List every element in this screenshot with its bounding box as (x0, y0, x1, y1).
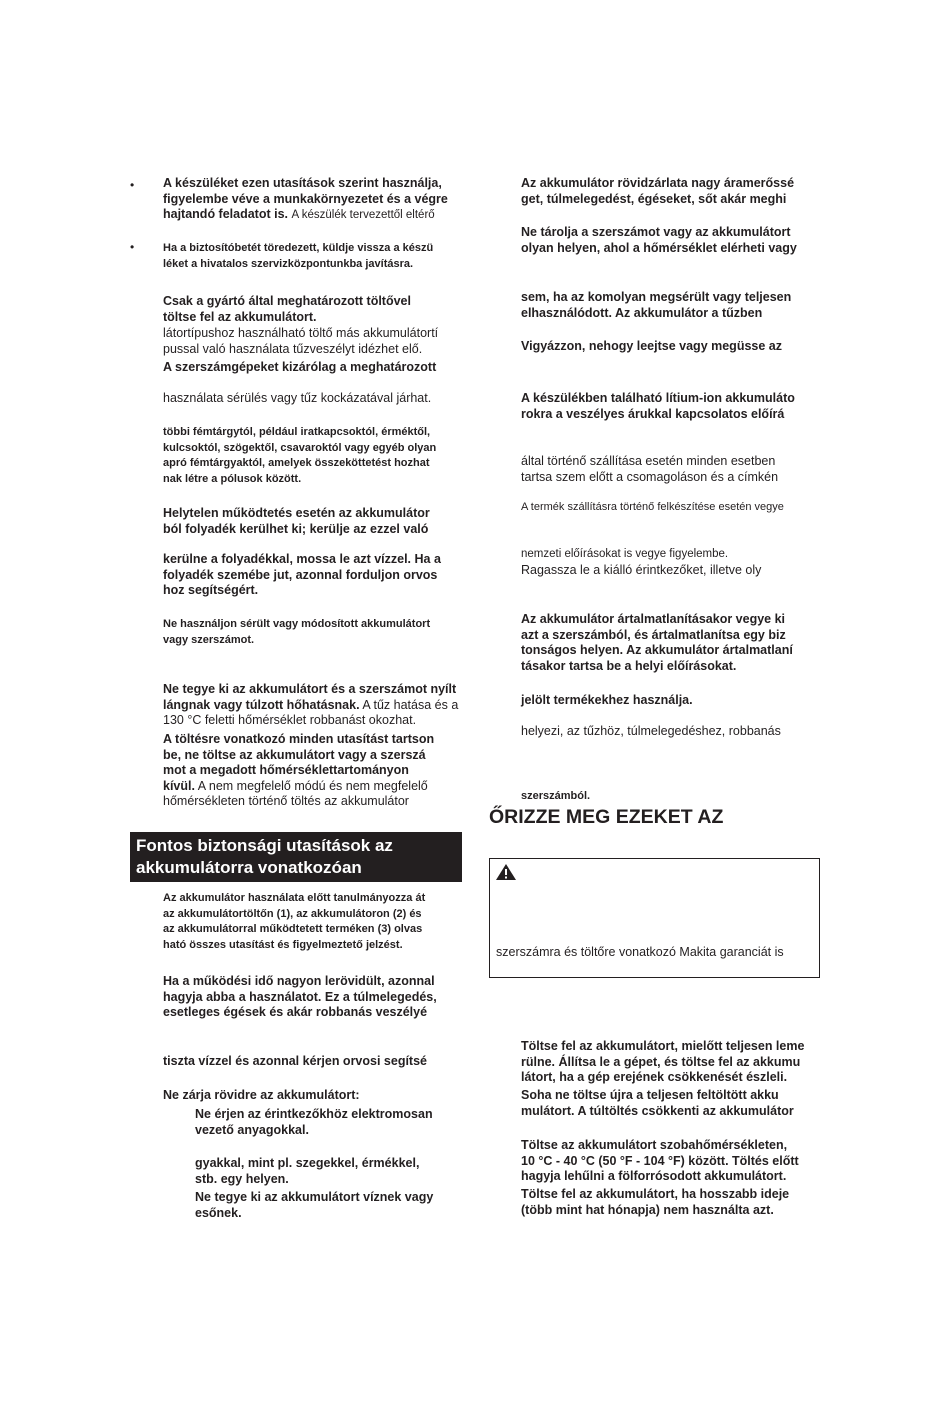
charging-rules-instruction: A töltésre vonatkozó minden utasítást tartson be, ne töltse az akkumulátort vagy a szerszá mot a megadott hőmérséklettartományon kívül. A nem megfelelő módú és nem megfelelő hőmérsékleten történő töltés az akkumulátor (163, 732, 435, 808)
fire-hazard-text: helyezi, az tűzhöz, túlmelegedéshez, robbanás (521, 724, 781, 738)
bullet-2: • (130, 240, 135, 254)
short-circuit-sub-3: Ne tegye ki az akkumulátort víznek vagy esőnek. (195, 1190, 434, 1220)
incinerate-instruction: sem, ha az komolyan megsérült vagy teljesen elhasználódott. Az akkumulátor a tűzben (521, 290, 792, 320)
drop-instruction: Vigyázzon, nehogy leejtse vagy megüsse az (521, 339, 782, 353)
long-storage-tip: Töltse fel az akkumulátort, ha hosszabb ideje (több mint hat hónapja) nem használta azt. (521, 1187, 790, 1217)
short-runtime-instruction: Ha a működési idő nagyon lerövidült, azonnal hagyja abba a használatot. Ez a túlmelegedés, esetleges égések és akár robbanás veszélyé (163, 974, 437, 1019)
short-circuit-instruction: Ne zárja rövidre az akkumulátort: (163, 1088, 360, 1102)
national-regulations-text: nemzeti előírásokat is vegye figyelembe. Ragassza le a kiálló érintkezőket, illetve oly (521, 548, 762, 577)
no-overcharge-tip: Soha ne töltse újra a teljesen feltöltött akku mulátort. A túltöltés csökkenti az akkumulátor (521, 1088, 794, 1118)
leak-instruction: Helytelen működtetés esetén az akkumulátor ból folyadék kerülhet ki; kerülje az ezzel való (163, 506, 430, 536)
charge-before-empty-tip: Töltse fel az akkumulátort, mielőtt teljesen leme rülne. Állítsa le a gépet, és töltse fel az akkumu látort, ha a gép erejének csökkenését észleli. (521, 1039, 805, 1084)
damaged-battery-instruction: Ne használjon sérült vagy módosított akkumulátort vagy szerszámot. (163, 618, 431, 646)
tools-warning-text: használata sérülés vagy tűz kockázatával járhat. (163, 391, 432, 405)
disposal-instruction: Az akkumulátor ártalmatlanításakor vegye ki azt a szerszámból, és ártalmatlanítsa egy biz tonságos helyen. Az akkumulátor ártalmatlaní tásakor tartsa be a helyi előírásokat. (521, 612, 793, 673)
caution-warranty-text: szerszámra és töltőre vonatkozó Makita garanciát is (496, 945, 784, 959)
metal-objects-instruction: többi fémtárgytól, például iratkapcsoktól, érméktől, kulcsoktól, szögektől, csavaroktól vagy egyéb olyan apró fémtárgyaktól, amelyek összeköttetést hozhat nak létre a pólusok között. (163, 426, 437, 485)
short-circuit-sub-2: gyakkal, mint pl. szegekkel, érmékkel, stb. egy helyen. (195, 1156, 420, 1186)
shipment-prep-text: A termék szállításra történő felkészítése esetén vegye (521, 501, 784, 513)
charger-instruction: Csak a gyártó által meghatározott töltővel töltse fel az akkumulátort. (163, 294, 411, 324)
instruction-use-correctly: A készüléket ezen utasítások szerint használja, figyelembe véve a munkakörnyezetet és a végre hajtandó feladatot is. A készülék tervezettől eltérő (163, 176, 448, 221)
read-instructions-text: Az akkumulátor használata előtt tanulmányozza át az akkumulátortöltőn (1), az akkumulátoron (2) és az akkumulátorral működtetett terméken (3) olvas ható összes utasítást és figyelmeztető jelzést. (163, 892, 426, 951)
warning-triangle-icon (495, 863, 517, 881)
storage-instruction: Ne tárolja a szerszámot vagy az akkumulátort olyan helyen, ahol a hőmérséklet elérheti vagy (521, 225, 797, 255)
leak-rinse-instruction: kerülne a folyadékkal, mossa le azt vízzel. Ha a folyadék szemébe jut, azonnal forduljon orvos hoz segítségért. (163, 552, 441, 597)
bullet-1: • (130, 178, 135, 192)
dangerous-goods-instruction: A készülékben található lítium-ion akkumuláto rokra a veszélyes árukkal kapcsolatos előírá (521, 391, 795, 421)
battery-safety-section-heading: Fontos biztonsági utasítások az akkumulátorra vonatkozóan (130, 832, 462, 882)
designated-products-instruction: jelölt termékekhez használja. (521, 693, 693, 707)
fire-instruction: Ne tegye ki az akkumulátort és a szerszámot nyílt lángnak vagy túlzott hőhatásnak. A tűz hatása és a 130 °C feletti hőmérséklet robbanást okozhat. (163, 682, 459, 727)
eye-contact-instruction: tiszta vízzel és azonnal kérjen orvosi segítsé (163, 1054, 427, 1068)
short-circuit-sub-1: Ne érjen az érintkezőkhöz elektromosan vezető anyagokkal. (195, 1107, 433, 1137)
short-circuit-danger: Az akkumulátor rövidzárlata nagy áramerőssé get, túlmelegedést, égéseket, sőt akár meghi (521, 176, 795, 206)
save-instructions-heading: ŐRIZZE MEG EZEKET AZ (489, 806, 724, 828)
caution-box (489, 858, 820, 978)
transport-text: által történő szállítása esetén minden esetben tartsa szem előtt a csomagoláson és a címkén (521, 454, 779, 484)
room-temperature-tip: Töltse az akkumulátort szobahőmérsékleten, 10 °C - 40 °C (50 °F - 104 °F) között. Töltés előtt hagyja lehűlni a fölforrósodott akkumulátort. (521, 1138, 799, 1183)
charger-warning-text: látortípushoz használható töltő más akkumulátortí pussal való használata tűzveszélyt idézhet elő. (163, 326, 439, 356)
instruction-fuse-repair: Ha a biztosítóbetét töredezett, küldje vissza a készü léket a hivatalos szervizközpontunkba javításra. (163, 242, 434, 270)
tools-instruction: A szerszámgépeket kizárólag a meghatározott (163, 360, 437, 374)
remove-battery-text: szerszámból. (521, 790, 591, 802)
